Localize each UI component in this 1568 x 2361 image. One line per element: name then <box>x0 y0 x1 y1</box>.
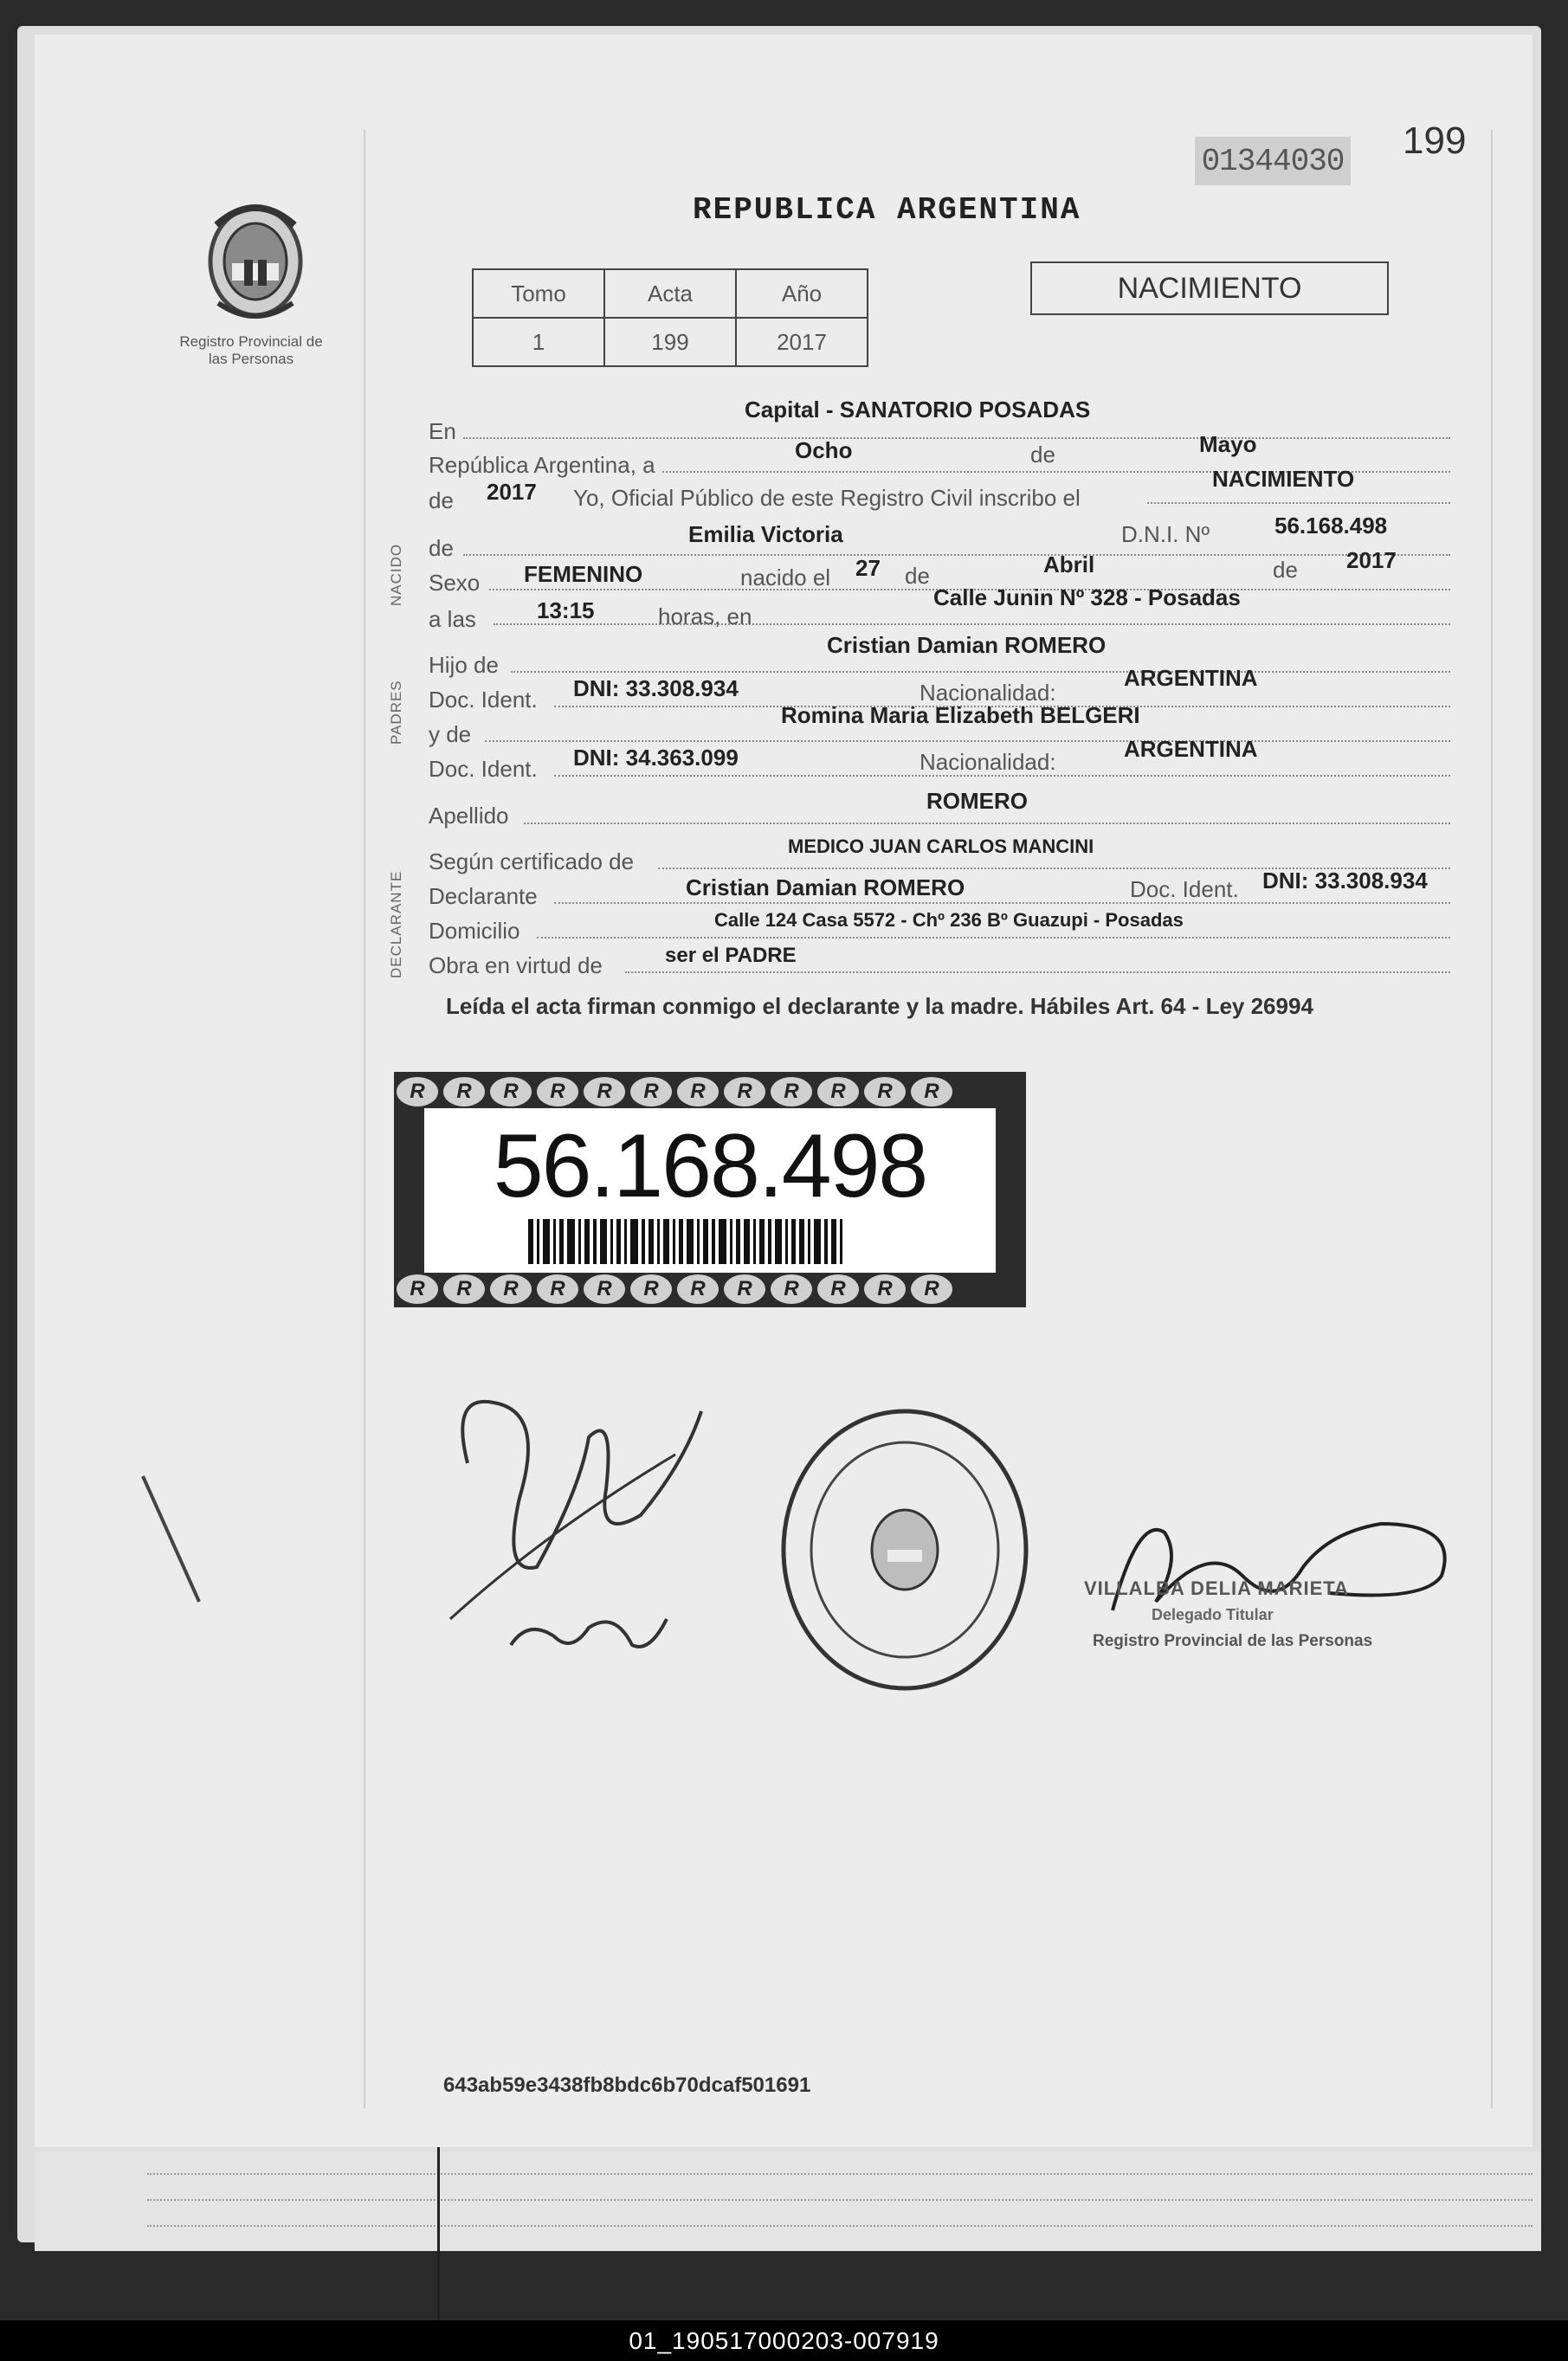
father-doc: DNI: 33.308.934 <box>573 675 739 701</box>
born-label: nacido el <box>740 564 831 590</box>
dotted-line <box>554 902 1450 904</box>
birth-address: Calle Junin Nº 328 - Posadas <box>933 584 1241 610</box>
dotted-line <box>1147 502 1450 504</box>
official-role: Delegado Titular <box>1152 1606 1274 1623</box>
declarant-label: Declarante <box>429 883 538 909</box>
sex-label: Sexo <box>429 570 481 596</box>
sex-value: FEMENINO <box>524 561 643 587</box>
register-table <box>472 268 868 367</box>
and-label: y de <box>429 721 472 747</box>
name-value: Emilia Victoria <box>688 521 843 547</box>
born-day: 27 <box>855 555 881 581</box>
acting-label: Obra en virtud de <box>429 952 603 978</box>
section-born-label: NACIDO <box>388 543 404 606</box>
dotted-line <box>485 740 1450 742</box>
section-declarant-label: DECLARANTE <box>388 870 404 978</box>
official-name: VILLALBA DELIA MARIETA <box>1084 1577 1349 1599</box>
born-de-label: de <box>905 563 930 589</box>
mother-name: Romina Maria Elizabeth BELGERI <box>781 702 1140 728</box>
document-type: NACIMIENTO <box>1030 261 1389 315</box>
dotted-line <box>511 671 1450 673</box>
declarant-signature-icon <box>442 1359 719 1693</box>
strip-dotted-line <box>147 2199 1533 2201</box>
closing-text: Leída el acta firman conmigo el declarante y la madre. Hábiles Art. 64 - Ley 26994 <box>446 993 1313 1019</box>
hours-label: horas, en <box>658 603 752 629</box>
country-title: REPUBLICA ARGENTINA <box>693 192 1081 228</box>
registrar-text: Yo, Oficial Público de este Registro Civil inscribo el <box>573 485 1081 511</box>
strip-divider <box>437 2147 440 2320</box>
father-nationality: ARGENTINA <box>1124 665 1258 691</box>
barcode-label <box>394 1072 1026 1307</box>
dotted-line <box>463 437 1450 439</box>
table-header-ano: Año <box>736 269 868 318</box>
strip-dotted-line <box>147 2225 1533 2227</box>
document-hash: 643ab59e3438fb8bdc6b70dcaf501691 <box>443 2074 811 2097</box>
father-nationality-label: Nacionalidad: <box>920 680 1056 706</box>
declarant-value: Cristian Damian ROMERO <box>686 874 965 900</box>
table-value-tomo: 1 <box>473 318 604 366</box>
father-doc-label: Doc. Ident. <box>429 687 538 713</box>
de-name-label: de <box>429 535 454 561</box>
domicile-value: Calle 124 Casa 5572 - Chº 236 Bº Guazupi - Posadas <box>714 909 1184 931</box>
declarant-doc-label: Doc. Ident. <box>1130 876 1239 902</box>
year-prefix: de <box>429 487 454 513</box>
dotted-line <box>524 822 1450 824</box>
scan-footer <box>0 2320 1568 2361</box>
certificate-label: Según certificado de <box>429 848 635 874</box>
strip-dotted-line <box>147 2173 1533 2175</box>
barcode-bars-icon <box>528 1219 892 1264</box>
official-seal-icon <box>775 1403 1035 1701</box>
barcode-number: 56.168.498 <box>493 1116 927 1216</box>
dni-label: D.N.I. Nº <box>1121 521 1210 547</box>
de-label: de <box>1030 442 1055 468</box>
inscription-value: NACIMIENTO <box>1212 466 1355 492</box>
domicile-label: Domicilio <box>429 918 520 944</box>
page-number: 199 <box>1403 119 1467 162</box>
day-value: Ocho <box>795 437 853 463</box>
official-registry: Registro Provincial de las Personas <box>1093 1632 1373 1650</box>
mother-nationality-label: Nacionalidad: <box>920 749 1056 775</box>
stamp-number: 01344030 <box>1195 137 1351 185</box>
mother-nationality: ARGENTINA <box>1124 736 1258 762</box>
place-label: En <box>429 418 456 444</box>
margin-pen-mark-icon <box>139 1472 208 1615</box>
section-parents-label: PADRES <box>388 680 404 745</box>
born-de-label-2: de <box>1273 557 1298 583</box>
time-label: a las <box>429 606 476 632</box>
dotted-line <box>463 554 1450 556</box>
mother-doc: DNI: 34.363.099 <box>573 745 739 771</box>
certificate-value: MEDICO JUAN CARLOS MANCINI <box>788 835 1094 857</box>
year-value: 2017 <box>487 479 537 505</box>
table-value-acta: 199 <box>604 318 736 366</box>
table-header-tomo: Tomo <box>473 269 604 318</box>
table-header-acta: Acta <box>604 269 736 318</box>
dotted-line <box>494 623 1450 625</box>
month-value: Mayo <box>1199 431 1257 457</box>
lower-page-strip <box>35 2151 1541 2251</box>
declarant-doc-value: DNI: 33.308.934 <box>1262 868 1428 893</box>
child-of-label: Hijo de <box>429 652 499 678</box>
surname-value: ROMERO <box>926 788 1028 814</box>
born-month: Abril <box>1043 552 1095 577</box>
barcode-panel <box>424 1108 996 1273</box>
dni-value: 56.168.498 <box>1274 513 1388 539</box>
footer-id: 01_190517000203-007919 <box>629 2326 939 2354</box>
registry-label: Registro Provincial de las Personas <box>179 333 323 367</box>
place-value: Capital - SANATORIO POSADAS <box>745 397 1091 423</box>
country-date-label: República Argentina, a <box>429 452 655 478</box>
security-pattern-bottom: R R R R R R R R R R R R <box>394 1273 955 1306</box>
born-year: 2017 <box>1346 547 1397 573</box>
father-name: Cristian Damian ROMERO <box>827 632 1107 658</box>
time-value: 13:15 <box>537 597 595 623</box>
mother-doc-label: Doc. Ident. <box>429 756 538 782</box>
acting-value: ser el PADRE <box>665 944 797 967</box>
dotted-line <box>537 937 1450 939</box>
provincial-emblem-icon <box>199 190 312 333</box>
security-pattern-top: R R R R R R R R R R R R <box>394 1075 955 1108</box>
surname-label: Apellido <box>429 803 509 829</box>
dotted-line <box>625 971 1450 973</box>
table-value-ano: 2017 <box>736 318 868 366</box>
